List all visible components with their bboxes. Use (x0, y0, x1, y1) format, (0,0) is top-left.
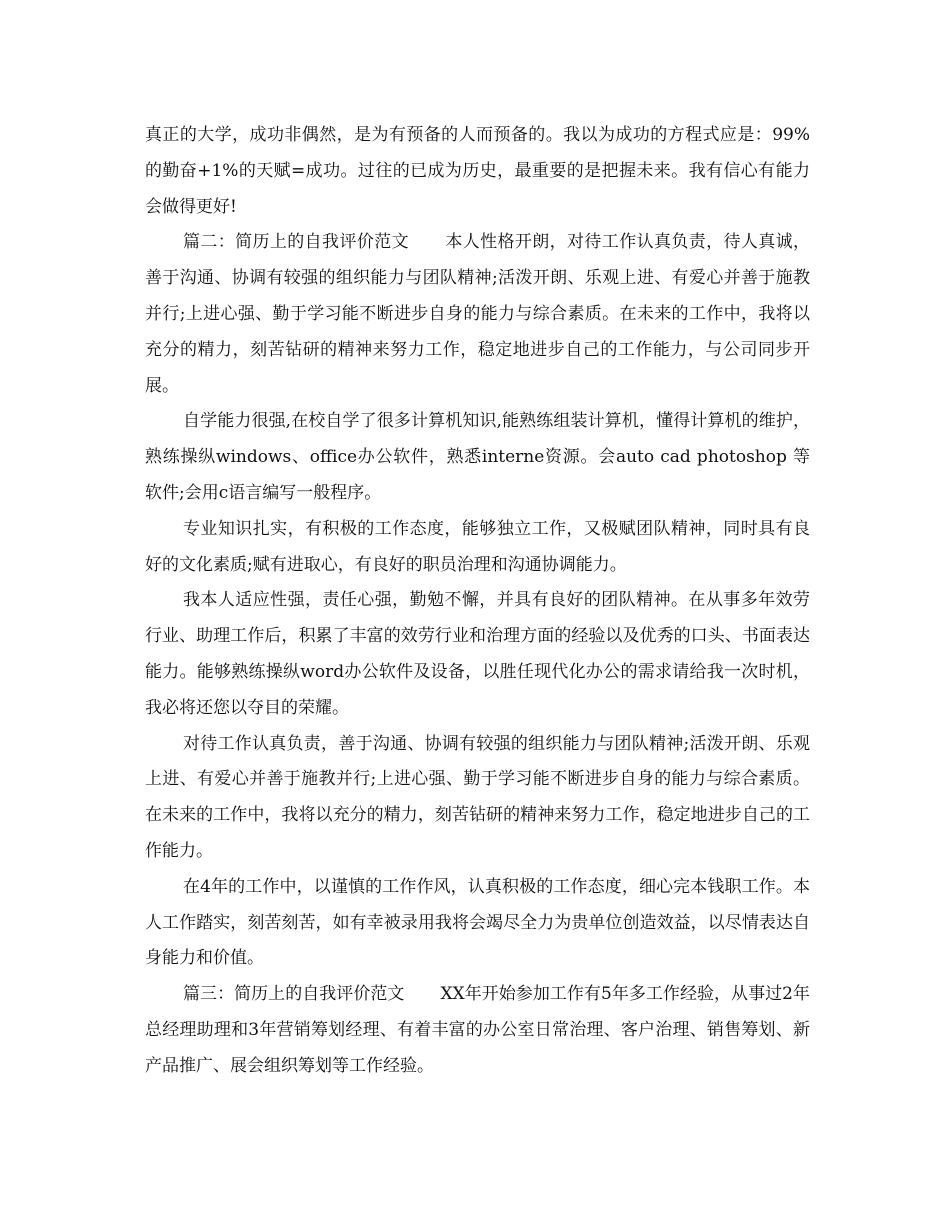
paragraph-text: 本人性格开朗，对待工作认真负责，待人真诚，善于沟通、协调有较强的组织能力与团队精神;活泼开朗、乐观上进、有爱心并善于施教并行;上进心强、勤于学习能不断进步自身的能力与综合素质。在未来的工作中，我将以充分的精力，刻苦钻研的精神来努力工作，稳定地进步自己的工作能力，与公司同步开展。 (145, 232, 811, 396)
paragraph-professional-knowledge (145, 512, 810, 584)
section-three-heading: 篇三：简历上的自我评价范文 (183, 984, 405, 1005)
paragraph-text: 真正的大学，成功非偶然，是为有预备的人而预备的。我以为成功的方程式应是：99%的勤奋+1%的天赋=成功。过往的已成为历史，最重要的是把握未来。我有信心有能力会做得更好! (145, 125, 810, 217)
paragraph-four-years (145, 870, 810, 977)
paragraph-text: 专业知识扎实，有积极的工作态度，能够独立工作，又极赋团队精神，同时具有良好的文化素质;赋有进取心，有良好的职员治理和沟通协调能力。 (145, 518, 810, 575)
paragraph-section-three (145, 977, 810, 1084)
paragraph-section-two (145, 225, 810, 404)
paragraph-text: 在4年的工作中，以谨慎的工作作风，认真积极的工作态度，细心完本钱职工作。本人工作踏实，刻苦刻苦，如有幸被录用我将会竭尽全力为贵单位创造效益，以尽情表达自身能力和价值。 (145, 876, 810, 969)
paragraph-text: XX年开始参加工作有5年多工作经验，从事过2年总经理助理和3年营销筹划经理、有着丰富的办公室日常治理、客户治理、销售筹划、新产品推广、展会组织筹划等工作经验。 (145, 984, 811, 1076)
paragraph-text: 我本人适应性强，责任心强，勤勉不懈，并具有良好的团队精神。在从事多年效劳行业、助理工作后，积累了丰富的效劳行业和治理方面的经验以及优秀的口头、书面表达能力。能够熟练操纵word办公软件及设备，以胜任现代化办公的需求请给我一次时机，我必将还您以夺目的荣耀。 (145, 590, 810, 718)
paragraph-work-attitude (145, 727, 810, 870)
paragraph-text: 对待工作认真负责，善于沟通、协调有较强的组织能力与团队精神;活泼开朗、乐观上进、有爱心并善于施教并行;上进心强、勤于学习能不断进步自身的能力与综合素质。在未来的工作中，我将以充分的精力，刻苦钻研的精神来努力工作，稳定地进步自己的工作能力。 (145, 733, 810, 861)
section-two-heading: 篇二：简历上的自我评价范文 (183, 232, 409, 253)
paragraph-intro-conclusion (145, 118, 810, 225)
paragraph-self-study (145, 404, 810, 511)
paragraph-text: 自学能力很强,在校自学了很多计算机知识,能熟练组装计算机，懂得计算机的维护，熟练操纵windows、office办公软件，熟悉interne资源。会auto cad photoshop 等软件;会用c语言编写一般程序。 (145, 411, 810, 503)
paragraph-adaptability (145, 583, 810, 726)
document-body (145, 118, 810, 1085)
